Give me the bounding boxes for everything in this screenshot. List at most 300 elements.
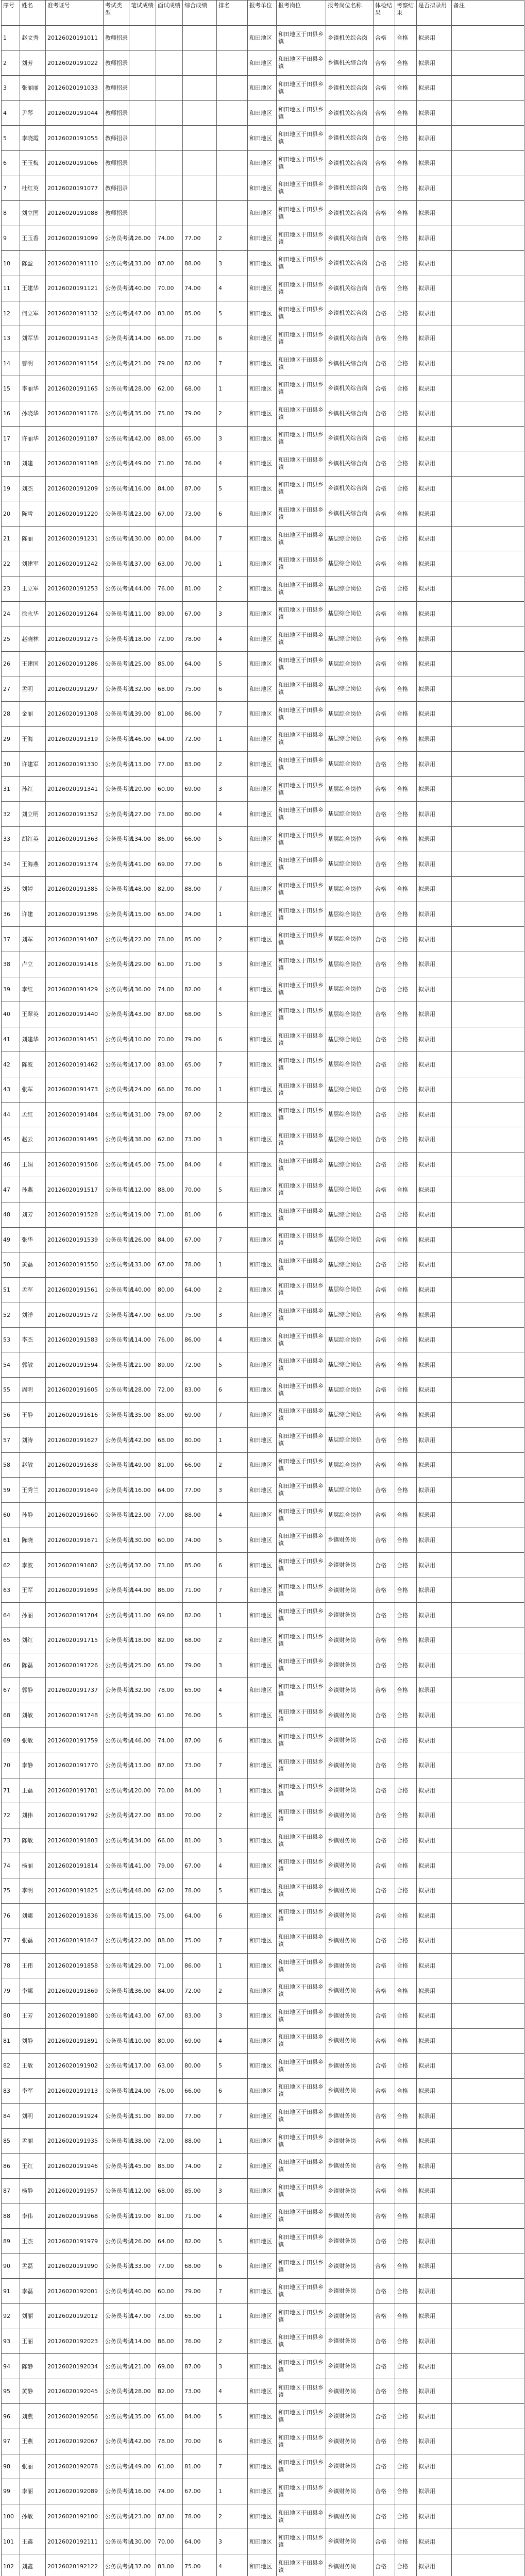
table-cell: 20126020191176 xyxy=(46,401,104,426)
table-cell: 和田地区于田县乡镇 xyxy=(277,726,326,752)
table-cell: 李红 xyxy=(20,977,46,1002)
table-cell xyxy=(452,551,524,577)
table-cell: 66.00 xyxy=(183,2078,217,2104)
table-cell: 乡镇财务岗 xyxy=(326,1928,374,1954)
table-cell: 和田地区于田县乡镇 xyxy=(277,1903,326,1928)
table-cell: 拟录用 xyxy=(417,2329,452,2354)
table-cell: 和田地区 xyxy=(248,977,277,1002)
table-cell: 合格 xyxy=(374,501,395,527)
table-cell: 公务员考试 xyxy=(104,2454,129,2479)
table-row xyxy=(2,2028,524,2054)
table-cell: 113.00 xyxy=(129,1753,156,1778)
table-cell: 合格 xyxy=(395,1853,417,1878)
table-cell: 李磊 xyxy=(20,2279,46,2304)
table-cell: 131.00 xyxy=(129,2104,156,2129)
table-cell: 李杰 xyxy=(20,1327,46,1352)
table-cell xyxy=(452,100,524,126)
table-cell: 和田地区 xyxy=(248,2404,277,2429)
table-row xyxy=(2,1027,524,1052)
table-cell: 72.00 xyxy=(183,1352,217,1378)
table-cell: 刘涛 xyxy=(20,1428,46,1453)
table-cell: 拟录用 xyxy=(417,776,452,802)
table-cell: 合格 xyxy=(374,2078,395,2104)
table-cell: 6 xyxy=(217,1378,248,1403)
table-row xyxy=(2,426,524,451)
table-cell: 7 xyxy=(217,351,248,376)
table-cell: 基层综合岗位 xyxy=(326,726,374,752)
table-cell: 62 xyxy=(2,1553,20,1578)
table-cell: 合格 xyxy=(374,1002,395,1027)
table-cell: 孟军 xyxy=(20,1277,46,1302)
table-row xyxy=(2,1553,524,1578)
table-cell: 20126020191792 xyxy=(46,1803,104,1828)
table-cell: 36 xyxy=(2,902,20,927)
table-cell: 拟录用 xyxy=(417,2529,452,2554)
table-cell: 115.00 xyxy=(129,902,156,927)
table-cell xyxy=(217,100,248,126)
table-cell: 112.00 xyxy=(129,1177,156,1202)
table-cell: 6 xyxy=(217,2253,248,2279)
table-cell: 合格 xyxy=(374,1928,395,1954)
table-row xyxy=(2,226,524,251)
table-cell: 20126020191275 xyxy=(46,626,104,652)
table-cell: 曹明 xyxy=(20,351,46,376)
table-cell: 66.00 xyxy=(156,1077,183,1102)
table-cell: 133.00 xyxy=(129,251,156,276)
table-cell: 和田地区于田县乡镇 xyxy=(277,2078,326,2104)
table-cell: 49 xyxy=(2,1227,20,1252)
table-cell: 拟录用 xyxy=(417,1753,452,1778)
table-cell: 合格 xyxy=(374,1878,395,1903)
table-cell: 合格 xyxy=(374,1503,395,1528)
table-row xyxy=(2,150,524,176)
table-cell: 公务员考试 xyxy=(104,1277,129,1302)
table-cell: 乡镇财务岗 xyxy=(326,2028,374,2054)
table-cell: 拟录用 xyxy=(417,2078,452,2104)
table-cell: 134.00 xyxy=(129,827,156,852)
table-cell: 拟录用 xyxy=(417,2253,452,2279)
table-cell: 20126020191693 xyxy=(46,1578,104,1603)
table-row xyxy=(2,2554,524,2576)
table-cell: 拟录用 xyxy=(417,902,452,927)
table-cell: 121.00 xyxy=(129,2354,156,2379)
table-cell: 和田地区 xyxy=(248,1352,277,1378)
table-cell: 拟录用 xyxy=(417,1903,452,1928)
table-cell: 公务员考试 xyxy=(104,451,129,477)
table-cell: 20126020191022 xyxy=(46,50,104,76)
table-row xyxy=(2,651,524,676)
table-cell: 3 xyxy=(217,1828,248,1853)
table-cell: 合格 xyxy=(374,626,395,652)
table-cell: 86.00 xyxy=(183,702,217,727)
table-cell: 73.00 xyxy=(183,1127,217,1153)
table-cell: 5 xyxy=(2,126,20,151)
table-cell: 77.00 xyxy=(183,226,217,251)
table-cell: 127.00 xyxy=(129,802,156,827)
table-cell: 67.00 xyxy=(156,501,183,527)
column-header: 准考证号 xyxy=(46,1,104,26)
table-cell: 和田地区 xyxy=(248,902,277,927)
table-cell: 82.00 xyxy=(156,2379,183,2404)
table-cell: 合格 xyxy=(395,476,417,501)
table-cell: 和田地区于田县乡镇 xyxy=(277,1753,326,1778)
table-cell: 88.00 xyxy=(156,1928,183,1954)
table-cell: 20126020191539 xyxy=(46,1227,104,1252)
table-cell: 合格 xyxy=(374,1177,395,1202)
table-row xyxy=(2,476,524,501)
table-cell: 乡镇财务岗 xyxy=(326,1778,374,1803)
table-cell: 70.00 xyxy=(156,1027,183,1052)
table-row xyxy=(2,176,524,201)
table-cell: 合格 xyxy=(395,1277,417,1302)
table-cell: 85.00 xyxy=(183,301,217,326)
table-cell: 19 xyxy=(2,476,20,501)
table-cell: 和田地区 xyxy=(248,2479,277,2504)
table-cell: 合格 xyxy=(395,1828,417,1853)
table-row xyxy=(2,2003,524,2028)
table-cell: 公务员考试 xyxy=(104,776,129,802)
table-cell: 5 xyxy=(217,1177,248,1202)
table-cell xyxy=(183,50,217,76)
table-cell xyxy=(156,150,183,176)
table-cell: 乡镇财务岗 xyxy=(326,2179,374,2204)
table-row xyxy=(2,1628,524,1653)
table-cell: 拟录用 xyxy=(417,1152,452,1177)
table-cell: 合格 xyxy=(395,1578,417,1603)
table-cell: 132.00 xyxy=(129,1678,156,1703)
table-cell: 合格 xyxy=(395,1052,417,1077)
table-cell: 20126020191704 xyxy=(46,1603,104,1628)
table-cell: 和田地区于田县乡镇 xyxy=(277,2304,326,2329)
table-row xyxy=(2,1327,524,1352)
table-cell xyxy=(452,176,524,201)
table-cell: 86.00 xyxy=(183,1953,217,1978)
table-cell: 合格 xyxy=(374,326,395,351)
table-cell: 123.00 xyxy=(129,501,156,527)
header-row xyxy=(2,1,524,26)
table-cell: 和田地区 xyxy=(248,326,277,351)
table-row xyxy=(2,1828,524,1853)
table-cell: 39 xyxy=(2,977,20,1002)
table-row xyxy=(2,2128,524,2154)
table-cell: 82.00 xyxy=(183,2229,217,2254)
table-cell: 拟录用 xyxy=(417,1277,452,1302)
table-cell: 和田地区 xyxy=(248,827,277,852)
table-cell: 拟录用 xyxy=(417,2028,452,2054)
table-cell: 和田地区于田县乡镇 xyxy=(277,1452,326,1478)
table-cell: 陈敏 xyxy=(20,1828,46,1853)
table-cell: 和田地区 xyxy=(248,100,277,126)
table-cell: 和田地区于田县乡镇 xyxy=(277,2429,326,2454)
table-cell xyxy=(156,76,183,101)
table-cell: 合格 xyxy=(374,1778,395,1803)
table-cell: 周明 xyxy=(20,1378,46,1403)
table-cell: 拟录用 xyxy=(417,2554,452,2576)
table-cell: 149.00 xyxy=(129,1452,156,1478)
table-cell: 拟录用 xyxy=(417,1252,452,1278)
column-header: 面试成绩 xyxy=(156,1,183,26)
table-cell: 81.00 xyxy=(156,1452,183,1478)
table-cell: 139.00 xyxy=(129,702,156,727)
table-row xyxy=(2,326,524,351)
table-cell xyxy=(156,50,183,76)
table-cell: 王海 xyxy=(20,726,46,752)
table-cell: 和田地区于田县乡镇 xyxy=(277,1378,326,1403)
table-cell: 20 xyxy=(2,501,20,527)
table-row xyxy=(2,1778,524,1803)
table-cell xyxy=(452,2529,524,2554)
table-cell: 教师招录 xyxy=(104,100,129,126)
table-cell: 6 xyxy=(217,1027,248,1052)
table-cell: 68 xyxy=(2,1703,20,1728)
table-cell xyxy=(452,752,524,777)
table-cell: 合格 xyxy=(374,802,395,827)
table-cell: 110.00 xyxy=(129,1027,156,1052)
table-cell: 乡镇财务岗 xyxy=(326,1553,374,1578)
table-cell: 拟录用 xyxy=(417,126,452,151)
table-cell: 公务员考试 xyxy=(104,426,129,451)
table-cell: 合格 xyxy=(395,1252,417,1278)
table-cell: 合格 xyxy=(374,2529,395,2554)
table-cell: 拟录用 xyxy=(417,1703,452,1728)
table-cell: 70.00 xyxy=(183,2429,217,2454)
table-cell: 64.00 xyxy=(156,2229,183,2254)
table-cell: 拟录用 xyxy=(417,2179,452,2204)
table-cell: 孙晓华 xyxy=(20,401,46,426)
table-cell: 拟录用 xyxy=(417,927,452,952)
table-cell: 乡镇财务岗 xyxy=(326,2128,374,2154)
table-cell: 乡镇财务岗 xyxy=(326,1878,374,1903)
table-cell: 公务员考试 xyxy=(104,1603,129,1628)
table-cell: 合格 xyxy=(395,176,417,201)
table-cell: 刘建 xyxy=(20,451,46,477)
table-cell: 1 xyxy=(217,902,248,927)
table-cell: 59 xyxy=(2,1478,20,1503)
table-cell: 5 xyxy=(217,1352,248,1378)
table-cell: 拟录用 xyxy=(417,626,452,652)
table-cell xyxy=(452,201,524,226)
table-cell: 和田地区于田县乡镇 xyxy=(277,501,326,527)
table-cell: 和田地区 xyxy=(248,577,277,602)
table-cell: 和田地区于田县乡镇 xyxy=(277,1027,326,1052)
table-cell: 公务员考试 xyxy=(104,551,129,577)
table-cell: 合格 xyxy=(374,2104,395,2129)
table-cell: 145.00 xyxy=(129,2154,156,2179)
table-cell xyxy=(183,76,217,101)
table-row xyxy=(2,76,524,101)
table-cell: 合格 xyxy=(374,877,395,902)
table-row xyxy=(2,776,524,802)
table-cell: 和田地区于田县乡镇 xyxy=(277,1127,326,1153)
table-cell: 20126020191660 xyxy=(46,1503,104,1528)
table-cell: 2 xyxy=(217,1277,248,1302)
table-cell: 赵文秀 xyxy=(20,26,46,51)
table-cell: 基层综合岗位 xyxy=(326,852,374,877)
table-cell: 83.00 xyxy=(183,2003,217,2028)
table-cell: 和田地区 xyxy=(248,702,277,727)
table-cell: 合格 xyxy=(395,2554,417,2576)
table-cell xyxy=(217,26,248,51)
table-cell: 乡镇财务岗 xyxy=(326,2253,374,2279)
table-row xyxy=(2,1402,524,1428)
table-cell xyxy=(452,1528,524,1553)
table-row xyxy=(2,1177,524,1202)
table-cell: 和田地区于田县乡镇 xyxy=(277,2504,326,2529)
table-cell: 教师招录 xyxy=(104,76,129,101)
table-row xyxy=(2,2404,524,2429)
table-cell: 和田地区于田县乡镇 xyxy=(277,1603,326,1628)
table-cell: 合格 xyxy=(395,1478,417,1503)
table-cell: 和田地区 xyxy=(248,1478,277,1503)
table-cell: 合格 xyxy=(374,2279,395,2304)
table-cell: 67.00 xyxy=(183,1227,217,1252)
table-cell: 和田地区 xyxy=(248,1077,277,1102)
column-header: 序号 xyxy=(2,1,20,26)
table-cell: 拟录用 xyxy=(417,1728,452,1753)
table-cell: 合格 xyxy=(395,1503,417,1528)
table-cell: 和田地区于田县乡镇 xyxy=(277,776,326,802)
table-cell: 陈雪 xyxy=(20,501,46,527)
table-cell xyxy=(217,126,248,151)
table-cell: 刘建军 xyxy=(20,551,46,577)
table-cell: 128.00 xyxy=(129,1378,156,1403)
table-cell: 66.00 xyxy=(183,1452,217,1478)
table-cell: 公务员考试 xyxy=(104,902,129,927)
table-cell: 75.00 xyxy=(183,2554,217,2576)
table-cell xyxy=(452,526,524,551)
table-cell: 公务员考试 xyxy=(104,2104,129,2129)
table-cell: 20126020191077 xyxy=(46,176,104,201)
table-cell: 基层综合岗位 xyxy=(326,1202,374,1227)
table-cell: 拟录用 xyxy=(417,1553,452,1578)
table-cell: 65.00 xyxy=(156,1653,183,1678)
table-cell: 合格 xyxy=(395,1428,417,1453)
table-cell: 公务员考试 xyxy=(104,1703,129,1728)
table-cell: 61.00 xyxy=(156,2454,183,2479)
table-cell: 乡镇财务岗 xyxy=(326,1603,374,1628)
table-cell xyxy=(452,601,524,626)
table-cell: 拟录用 xyxy=(417,1603,452,1628)
table-cell xyxy=(452,2279,524,2304)
table-cell: 5 xyxy=(217,476,248,501)
table-cell xyxy=(452,1928,524,1954)
table-cell: 23 xyxy=(2,577,20,602)
table-cell xyxy=(452,1302,524,1328)
table-cell: 87.00 xyxy=(156,1753,183,1778)
table-row xyxy=(2,1202,524,1227)
table-row xyxy=(2,952,524,977)
table-cell: 合格 xyxy=(395,676,417,702)
table-cell xyxy=(452,1678,524,1703)
table-cell: 128.00 xyxy=(129,2379,156,2404)
table-cell: 139.00 xyxy=(129,1703,156,1728)
table-cell: 37 xyxy=(2,927,20,952)
table-cell: 公务员考试 xyxy=(104,1928,129,1954)
table-cell: 81.00 xyxy=(183,1202,217,1227)
table-cell: 和田地区 xyxy=(248,1277,277,1302)
table-cell: 张军 xyxy=(20,1077,46,1102)
table-cell: 李军 xyxy=(20,2078,46,2104)
table-cell: 3 xyxy=(217,1653,248,1678)
table-cell: 6 xyxy=(217,852,248,877)
table-cell: 70.00 xyxy=(156,2529,183,2554)
table-cell: 乡镇财务岗 xyxy=(326,2078,374,2104)
table-cell: 4 xyxy=(217,2028,248,2054)
table-cell: 130.00 xyxy=(129,526,156,551)
table-cell: 乡镇财务岗 xyxy=(326,2554,374,2576)
table-cell: 拟录用 xyxy=(417,276,452,301)
table-row xyxy=(2,877,524,902)
table-cell: 黄静 xyxy=(20,2379,46,2404)
table-cell: 基层综合岗位 xyxy=(326,877,374,902)
table-cell: 1 xyxy=(217,1428,248,1453)
table-cell: 和田地区 xyxy=(248,501,277,527)
table-cell: 69.00 xyxy=(156,852,183,877)
table-cell: 和田地区于田县乡镇 xyxy=(277,2154,326,2179)
table-cell: 乡镇财务岗 xyxy=(326,2404,374,2429)
table-cell: 合格 xyxy=(374,1127,395,1153)
table-cell: 公务员考试 xyxy=(104,802,129,827)
table-cell: 乡镇财务岗 xyxy=(326,1953,374,1978)
table-cell: 合格 xyxy=(395,626,417,652)
table-cell: 20126020191220 xyxy=(46,501,104,527)
table-cell: 拟录用 xyxy=(417,551,452,577)
table-cell: 78.00 xyxy=(156,927,183,952)
table-cell: 和田地区于田县乡镇 xyxy=(277,1102,326,1127)
table-cell: 和田地区于田县乡镇 xyxy=(277,1177,326,1202)
table-cell: 20126020191088 xyxy=(46,201,104,226)
table-cell: 拟录用 xyxy=(417,1578,452,1603)
table-cell: 20126020191099 xyxy=(46,226,104,251)
table-cell: 合格 xyxy=(374,126,395,151)
table-cell: 41 xyxy=(2,1027,20,1052)
table-cell: 合格 xyxy=(374,1452,395,1478)
table-cell: 和田地区于田县乡镇 xyxy=(277,1853,326,1878)
table-cell: 和田地区 xyxy=(248,1402,277,1428)
table-cell: 公务员考试 xyxy=(104,752,129,777)
table-cell: 80.00 xyxy=(183,1428,217,1453)
table-cell: 合格 xyxy=(374,176,395,201)
table-cell: 88 xyxy=(2,2204,20,2229)
table-cell: 乡镇机关综合岗 xyxy=(326,226,374,251)
table-cell: 公务员考试 xyxy=(104,1252,129,1278)
table-cell: 基层综合岗位 xyxy=(326,1152,374,1177)
table-cell: 20126020191990 xyxy=(46,2253,104,2279)
table-cell xyxy=(452,1878,524,1903)
table-cell: 乡镇机关综合岗 xyxy=(326,351,374,376)
table-cell: 和田地区 xyxy=(248,201,277,226)
table-cell xyxy=(217,176,248,201)
table-cell: 拟录用 xyxy=(417,451,452,477)
table-cell: 和田地区 xyxy=(248,626,277,652)
table-cell: 84.00 xyxy=(183,1152,217,1177)
table-cell: 和田地区于田县乡镇 xyxy=(277,827,326,852)
table-cell: 胡红英 xyxy=(20,827,46,852)
table-cell: 27 xyxy=(2,676,20,702)
table-cell: 81.00 xyxy=(183,1828,217,1853)
table-cell: 48 xyxy=(2,1202,20,1227)
table-cell: 20126020191814 xyxy=(46,1853,104,1878)
table-cell: 和田地区于田县乡镇 xyxy=(277,1578,326,1603)
table-cell xyxy=(452,26,524,51)
table-cell: 乡镇财务岗 xyxy=(326,2104,374,2129)
table-cell: 合格 xyxy=(374,1102,395,1127)
table-cell: 合格 xyxy=(395,2404,417,2429)
table-cell: 和田地区于田县乡镇 xyxy=(277,1327,326,1352)
table-cell: 137.00 xyxy=(129,1553,156,1578)
table-cell: 和田地区于田县乡镇 xyxy=(277,2253,326,2279)
table-cell: 75.00 xyxy=(183,676,217,702)
